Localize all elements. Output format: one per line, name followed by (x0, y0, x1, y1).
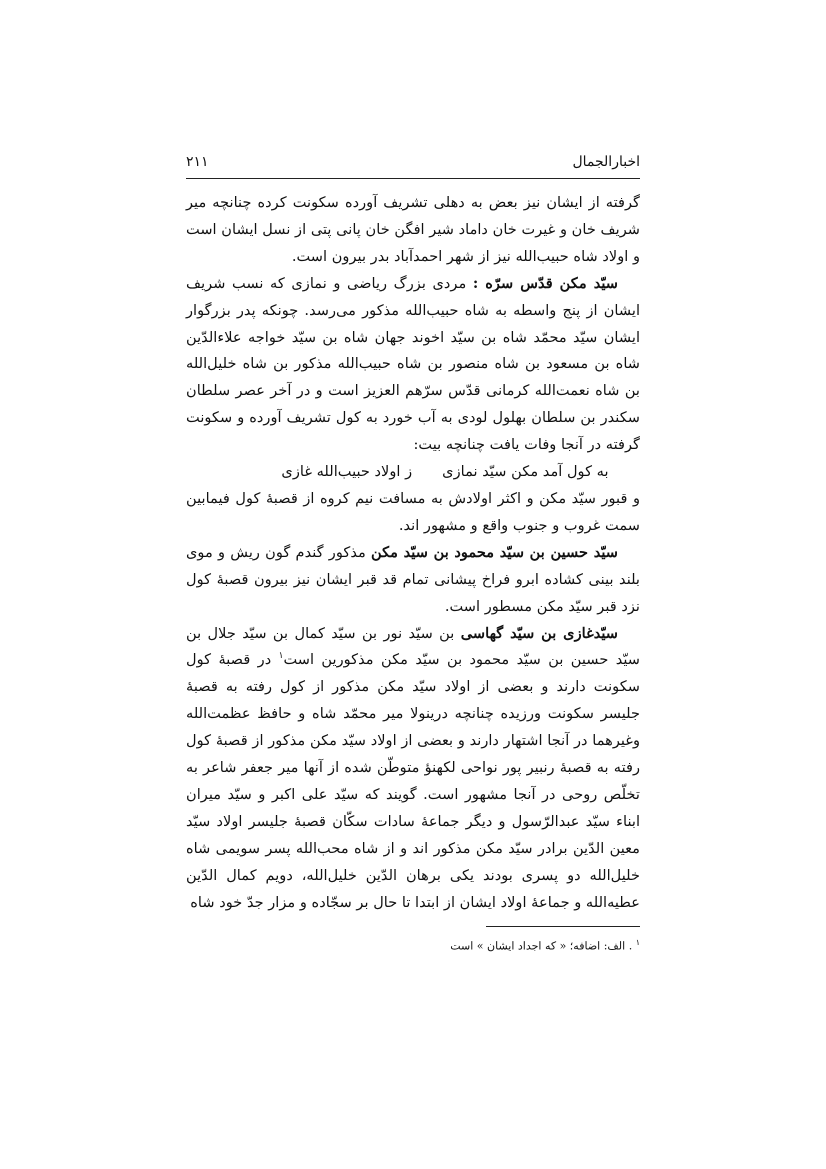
paragraph-5-text-b: در قصبهٔ کول سکونت دارند و بعضی از اولاد سیّد مکن مذکور از کول رفته به قصبهٔ جلیسر سکونت ورزیده چنانچه درینولا میر محمّد شاه و حافظ عظمت‌الله وغیرهما در آنجا اشتهار دارند و بعضی از اولاد سیّد مکن مذکور از قصبهٔ کول رفته به قصبهٔ رنبیر پور نواحی لکهنؤ متوطّن شده از آنها میر جعفر شاعر به تخلّص روحی در آنجا مشهور است. گویند که سیّد علی اکبر و سیّد میران ابناء سیّد عبدالرّسول و دیگر جماعهٔ سادات سکّان قصبهٔ جلیسر اولاد سیّد معین الدّین برادر سیّد مکن مذکور اند و از شاه محب‌الله پسر سویمی شاه خلیل‌الله دو پسری بودند یکی برهان الدّین خلیل‌الله، دویم کمال الدّین عطیه‌الله و جماعهٔ اولاد ایشان از ابتدا تا حال بر سجّاده و مزار جدّ خود شاه (186, 651, 640, 911)
running-header (186, 152, 640, 174)
footnote-reference: ۱ (278, 651, 284, 662)
paragraph-3: و قبور سیّد مکن و اکثر اولادش به مسافت نیم کروه از قصبهٔ کول فیمابین سمت غروب و جنوب واقع و مشهور اند. (186, 489, 640, 534)
footnote-marker: ۱ (635, 938, 640, 947)
header-rule (186, 178, 640, 179)
paragraph-4-text: مذکور گندم گون ریش و موی بلند بینی کشاده ابرو فراخ پیشانی تمام قد قبر ایشان نیز بیرون قصبهٔ کول نزد قبر سیّد مکن مسطور است. (186, 543, 640, 615)
paragraph-5-text-a: بن سیّد نور بن سیّد کمال بن سیّد جلال بن سیّد حسین بن سیّد محمود بن سیّد مکن مذکورین است (186, 624, 640, 669)
footnote-text: . الف: اضافه؛ « که اجداد ایشان » است (450, 939, 633, 953)
running-header-title: اخبارالجمال (572, 154, 640, 170)
footnote-rule (486, 926, 640, 927)
verse-line (186, 459, 640, 486)
heading-sayyid-ghazi: سیّدغازی بن سیّد گهاسی (460, 624, 618, 642)
paragraph-2-text: مردی بزرگ ریاضی و نمازی که نسب شریف ایشان از پنج واسطه به شاه حبیب‌الله مذکور می‌رسد. چونکه پدر بزرگوار ایشان سیّد محمّد شاه بن سیّد اخوند جهان شاه بن سیّد خواجه علاءالدّین شاه بن مسعود بن شاه منصور بن شاه حبیب‌الله مذکور بن شاه خلیل‌الله بن شاه نعمت‌الله کرمانی قدّس سرّهم العزیز است و در آخر عصر سلطان سکندر بن سلطان بهلول لودی به آب خورد به کول تشریف آورده و سکونت گرفته در آنجا وفات یافت چنانچه بیت: (186, 274, 640, 454)
heading-sayyid-makan: سیّد مکن قدّس سرّه : (472, 274, 618, 292)
paragraph-1: گرفته از ایشان نیز بعض به دهلی تشریف آورده سکونت کرده چنانچه میر شریف خان و غیرت خان داماد شیر افگن خان پانی پتی از نسل ایشان است و اولاد شاه حبیب‌الله نیز از شهر احمدآباد بدر بیرون است. (186, 194, 640, 265)
footnote (186, 934, 640, 956)
paragraph-2 (186, 271, 640, 459)
body-text (186, 190, 640, 916)
verse-first-hemistich: به کول آمد مکن سیّد نمازی (442, 463, 609, 481)
heading-sayyid-husain: سیّد حسین بن سیّد محمود بن سیّد مکن (371, 543, 618, 561)
paragraph-4 (186, 540, 640, 621)
page-number: ۲۱۱ (186, 154, 209, 170)
paragraph-5 (186, 621, 640, 917)
verse-second-hemistich: ز اولاد حبیب‌الله غازی (281, 463, 413, 481)
